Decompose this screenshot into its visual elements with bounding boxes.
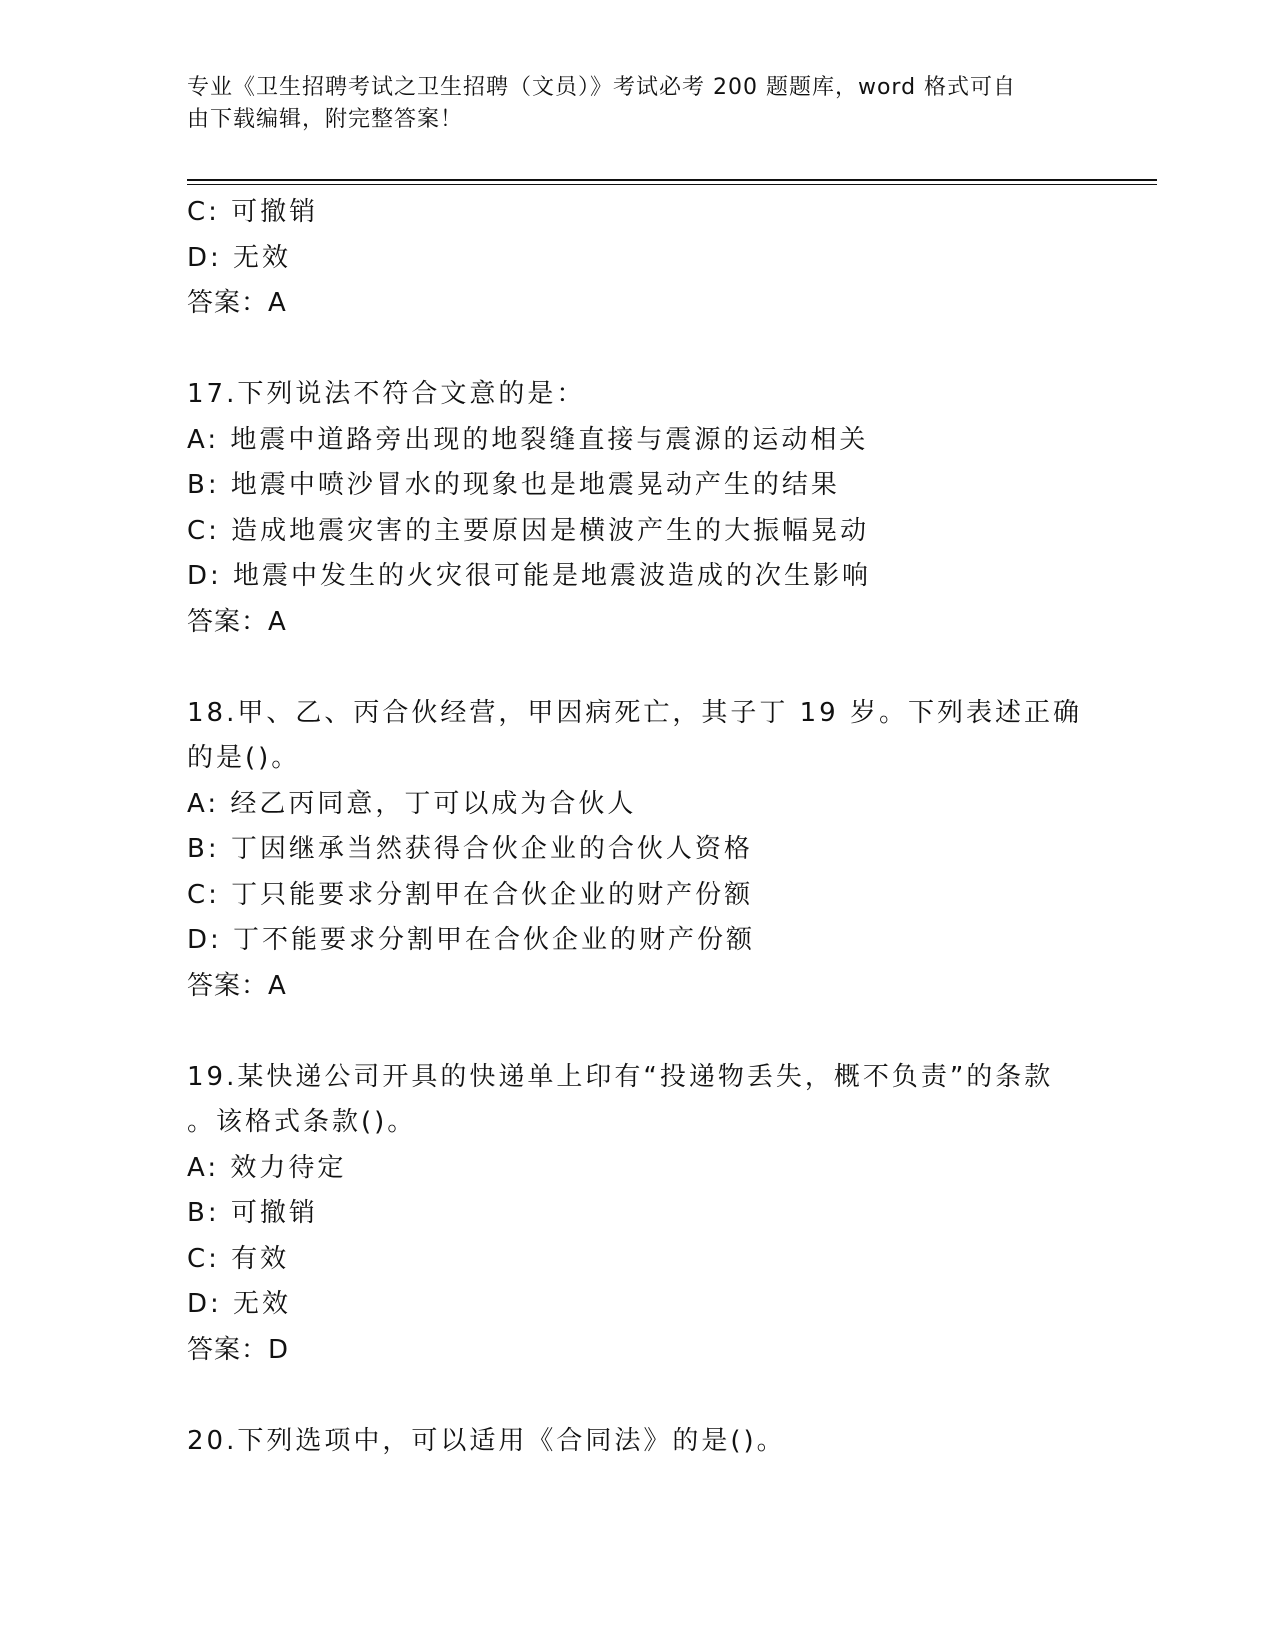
question-stem-line-2: 。该格式条款()。 bbox=[187, 1107, 417, 1137]
option-c: C: 造成地震灾害的主要原因是横波产生的大振幅晃动 bbox=[187, 515, 870, 546]
question-block-previous bbox=[187, 190, 1087, 327]
spacer bbox=[187, 645, 1087, 691]
answer-line: 答案：A bbox=[187, 606, 287, 637]
option-a: A: 地震中道路旁出现的地裂缝直接与震源的运动相关 bbox=[187, 424, 869, 455]
header-rule-thin bbox=[187, 184, 1157, 185]
spacer bbox=[187, 327, 1087, 373]
option-c: C: 丁只能要求分割甲在合伙企业的财产份额 bbox=[187, 879, 754, 910]
spacer bbox=[187, 1009, 1087, 1055]
question-list bbox=[187, 190, 1087, 1464]
option-a: A: 经乙丙同意，丁可以成为合伙人 bbox=[187, 788, 637, 819]
question-stem-line-1: 19.某快递公司开具的快递单上印有“投递物丢失，概不负责”的条款 bbox=[187, 1061, 1054, 1092]
option-c: C: 可撤销 bbox=[187, 197, 319, 227]
document-header bbox=[187, 72, 1067, 136]
answer-line: 答案：D bbox=[187, 1334, 290, 1365]
option-b: B: 可撤销 bbox=[187, 1198, 318, 1228]
option-b: B: 地震中喷沙冒水的现象也是地震晃动产生的结果 bbox=[187, 470, 840, 500]
option-c: C: 有效 bbox=[187, 1243, 290, 1274]
question-block-20 bbox=[187, 1419, 1087, 1465]
option-d: D: 无效 bbox=[187, 242, 292, 273]
question-block-17 bbox=[187, 372, 1087, 645]
answer-line: 答案：A bbox=[187, 288, 287, 318]
answer-line: 答案：A bbox=[187, 970, 287, 1001]
question-block-18 bbox=[187, 691, 1087, 1010]
question-stem: 17.下列说法不符合文意的是： bbox=[187, 379, 586, 409]
question-block-19 bbox=[187, 1055, 1087, 1374]
option-d: D: 无效 bbox=[187, 1289, 292, 1319]
option-a: A: 效力待定 bbox=[187, 1152, 347, 1183]
option-d: D: 地震中发生的火灾很可能是地震波造成的次生影响 bbox=[187, 561, 872, 591]
spacer bbox=[187, 1373, 1087, 1419]
header-rule-thick bbox=[187, 179, 1157, 181]
header-line-1: 专业《卫生招聘考试之卫生招聘（文员）》考试必考 200 题题库，word 格式可自 bbox=[187, 75, 1017, 100]
option-b: B: 丁因继承当然获得合伙企业的合伙人资格 bbox=[187, 834, 753, 864]
question-stem-line-2: 的是()。 bbox=[187, 743, 301, 773]
header-line-2: 由下载编辑，附完整答案！ bbox=[187, 107, 464, 132]
option-d: D: 丁不能要求分割甲在合伙企业的财产份额 bbox=[187, 925, 756, 955]
question-stem-line-1: 18.甲、乙、丙合伙经营，甲因病死亡，其子丁 19 岁。下列表述正确 bbox=[187, 697, 1082, 728]
question-stem: 20.下列选项中，可以适用《合同法》的是()。 bbox=[187, 1425, 786, 1456]
